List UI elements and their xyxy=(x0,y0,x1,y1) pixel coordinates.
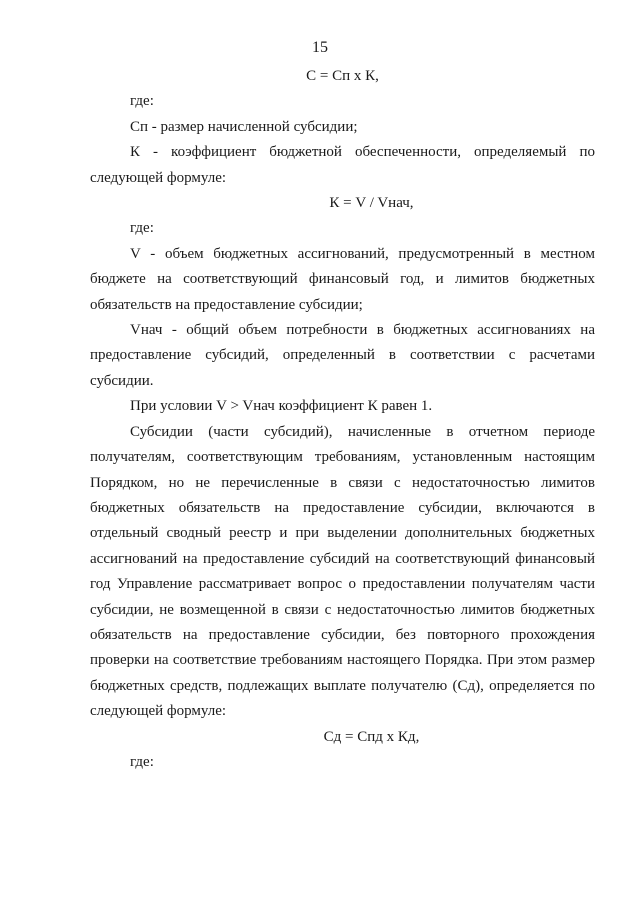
where-label-3: где: xyxy=(130,753,154,770)
formula-k: К = V / Vнач, xyxy=(329,195,414,212)
where-label-1: где: xyxy=(130,93,154,110)
definition-v: V - объем бюджетных ассигнований, предусмотренный в местном бюджете на соответствующий финансовый год, и лимитов бюджетных обязательств на предоставление субсидии; xyxy=(90,245,595,313)
formula-c: С = Сп х К, xyxy=(306,68,379,84)
page-number: 15 xyxy=(312,39,328,56)
condition-paragraph: При условии V > Vнач коэффициент К равен 1. xyxy=(130,398,433,415)
definition-vnach: Vнач - общий объем потребности в бюджетных ассигнованиях на предоставление субсидий, определенный в соответствии с расчетами субсидии. xyxy=(90,322,595,389)
definition-k: К - коэффициент бюджетной обеспеченности, определяемый по следующей формуле: xyxy=(90,144,595,186)
definition-cp: Сп - размер начисленной субсидии; xyxy=(130,118,358,135)
document-body xyxy=(90,64,595,775)
main-paragraph: Субсидии (части субсидий), начисленные в отчетном периоде получателям, соответствующим требованиям, установленным настоящим Порядком, но не перечисленные в связи с недостаточностью лимитов бюджетных обязательств на предоставление субсидии, включаются в отдельный сводный реестр и при выделении дополнительных бюджетных ассигнований на предоставление субсидий на соответствующий финансовый год Управление рассматривает вопрос о предоставлении получателям части субсидии, не возмещенной в связи с недостаточностью лимитов бюджетных обязательств на предоставление субсидии, без повторного прохождения проверки на соответствие требованиям настоящего Порядка. При этом размер бюджетных средств, подлежащих выплате получателю (Сд), определяется по следующей формуле: xyxy=(90,423,595,720)
where-label-2: где: xyxy=(130,220,154,237)
formula-cd: Сд = Спд х Кд, xyxy=(323,728,420,745)
